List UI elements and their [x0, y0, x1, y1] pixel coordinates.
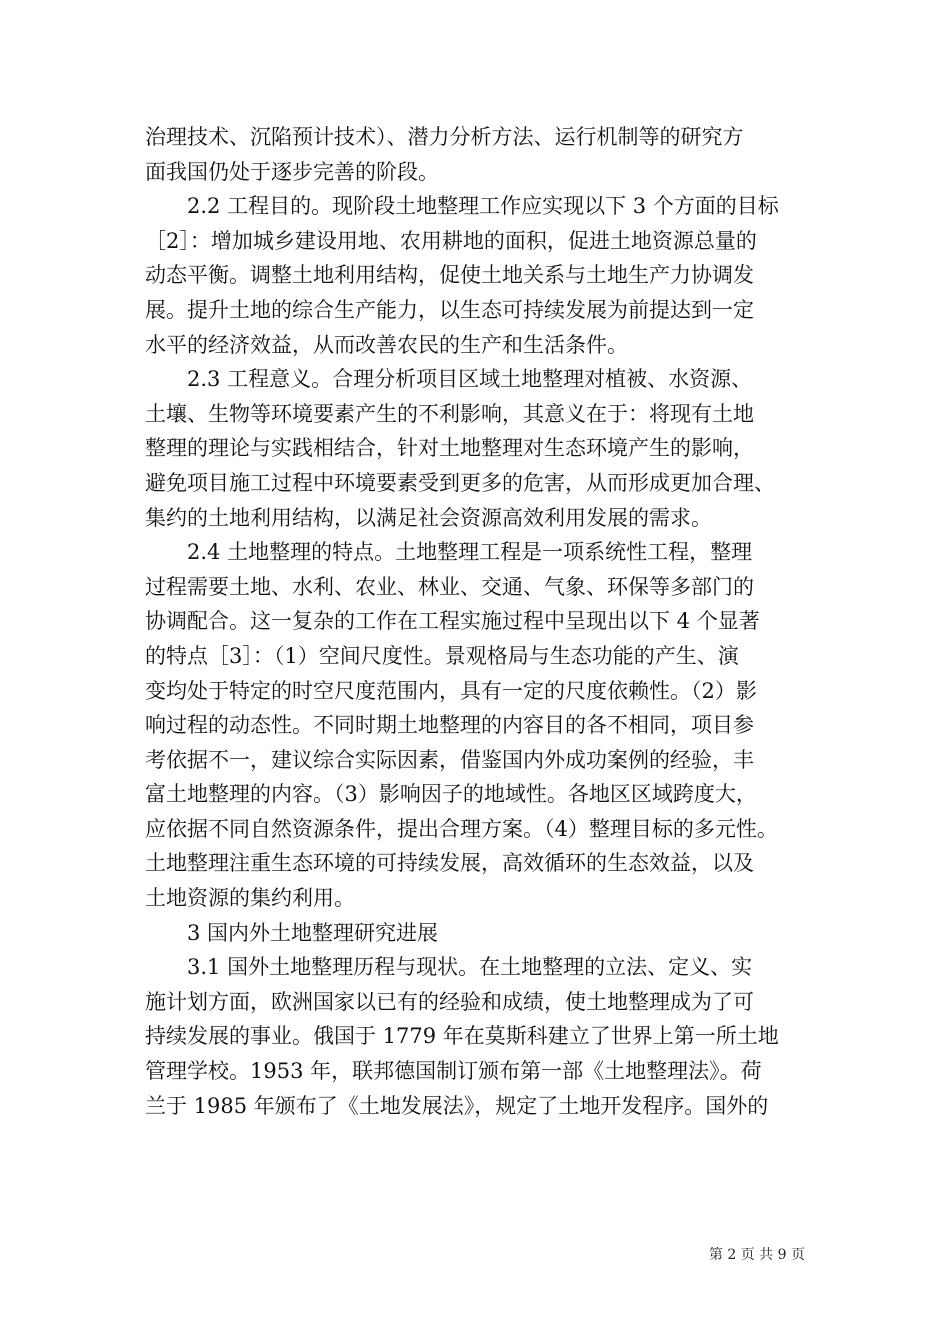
text-line-17: 变均处于特定的时空尺度范围内，具有一定的尺度依赖性。（2）影 — [145, 678, 757, 703]
text-line-16: 的特点［3］：（1）空间尺度性。景观格局与生态功能的产生、演 — [145, 643, 739, 668]
page-number: 第 2 页 共 9 页 — [708, 1247, 805, 1263]
text-line-5: 动态平衡。调整土地利用结构，促使土地关系与土地生产力协调发 — [145, 263, 754, 288]
text-line-4: ［2］：增加城乡建设用地、农用耕地的面积，促进土地资源总量的 — [145, 228, 757, 253]
text-line-12: 集约的土地利用结构，以满足社会资源高效利用发展的需求。 — [145, 505, 712, 530]
section-2-4-start: 2.4 土地整理的特点。土地整理工程是一项系统性工程，整理 — [187, 540, 753, 565]
text-line-20: 富土地整理的内容。（3）影响因子的地域性。各地区区域跨度大， — [145, 782, 757, 807]
text-line-29: 兰于 1985 年颁布了《土地发展法》，规定了土地开发程序。国外的 — [145, 1093, 769, 1118]
section-2-3-start: 2.3 工程意义。合理分析项目区域土地整理对植被、水资源、 — [187, 367, 753, 392]
text-line-18: 响过程的动态性。不同时期土地整理的内容目的各不相同，项目参 — [145, 713, 754, 738]
text-line-1: 治理技术、沉陷预计技术）、潜力分析方法、运行机制等的研究方 — [145, 125, 744, 149]
section-2-2-start: 2.2 工程目的。现阶段土地整理工作应实现以下 3 个方面的目标 — [187, 194, 779, 219]
document-body — [145, 120, 825, 1123]
text-line-7: 水平的经济效益，从而改善农民的生产和生活条件。 — [145, 332, 628, 357]
text-line-14: 过程需要土地、水利、农业、林业、交通、气象、环保等多部门的 — [145, 574, 754, 599]
text-line-15: 协调配合。这一复杂的工作在工程实施过程中呈现出以下 4 个显著 — [145, 609, 760, 634]
text-line-26: 施计划方面，欧洲国家以已有的经验和成绩，使土地整理成为了可 — [145, 989, 754, 1014]
text-line-27: 持续发展的事业。俄国于 1779 年在莫斯科建立了世界上第一所土地 — [145, 1024, 779, 1049]
text-line-2: 面我国仍处于逐步完善的阶段。 — [145, 159, 439, 184]
text-line-21: 应依据不同自然资源条件，提出合理方案。（4）整理目标的多元性。 — [145, 816, 778, 841]
text-line-23: 土地资源的集约利用。 — [145, 886, 355, 911]
text-line-11: 避免项目施工过程中环境要素受到更多的危害，从而形成更加合理、 — [145, 470, 775, 495]
text-line-9: 土壤、生物等环境要素产生的不利影响，其意义在于：将现有土地 — [145, 401, 754, 426]
text-line-10: 整理的理论与实践相结合，针对土地整理对生态环境产生的影响， — [145, 436, 754, 461]
text-line-22: 土地整理注重生态环境的可持续发展，高效循环的生态效益，以及 — [145, 851, 754, 876]
section-3-1-start: 3.1 国外土地整理历程与现状。在土地整理的立法、定义、实 — [187, 955, 753, 980]
text-line-28: 管理学校。1953 年，联邦德国制订颁布第一部《土地整理法》。荷 — [145, 1059, 762, 1084]
section-3-heading: 3 国内外土地整理研究进展 — [187, 920, 439, 945]
text-line-6: 展。提升土地的综合生产能力，以生态可持续发展为前提达到一定 — [145, 297, 754, 322]
text-line-19: 考依据不一，建议综合实际因素，借鉴国内外成功案例的经验，丰 — [145, 747, 754, 772]
